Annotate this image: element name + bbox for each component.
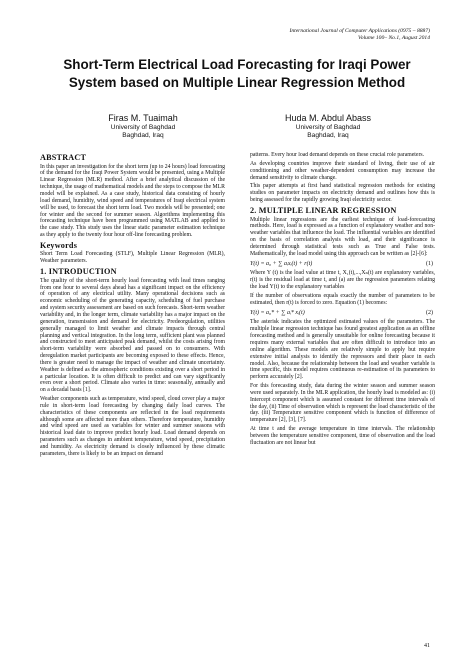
author-name: Huda M. Abdul Abass bbox=[284, 113, 372, 123]
body-paragraph: As developing countries improve their standard of living, their use of air conditioning and other weather-dependent consumption may increase the demand sensitivity to climate change. bbox=[250, 160, 435, 181]
journal-header bbox=[130, 28, 430, 43]
author-block-2 bbox=[243, 113, 413, 141]
journal-name: International Journal of Computer Applications (0975 – 8887) bbox=[289, 28, 430, 34]
page-number: 41 bbox=[424, 643, 430, 649]
introduction-heading: 1. INTRODUCTION bbox=[40, 267, 117, 277]
right-column bbox=[250, 152, 435, 642]
equation-2-number: (2) bbox=[426, 309, 433, 316]
abstract-heading: ABSTRACT bbox=[40, 153, 87, 162]
body-paragraph: For this forecasting study, data during the winter season and summer season were used separately. In the MLR application, the hourly load is modeled as: (i) Intercept component which is assumed constant for different time intervals of the day, (ii) Time of observation which is represent the load characteristic of the day. (iii) Temperature sensitive component which is function of difference of temperature [2], [3], [7]. bbox=[250, 383, 435, 424]
body-paragraph: Where Y (t) is the load value at time t, X₁(t),...,Xₙ(t) are explanatory variables, r(t) is the residual load at time t, and (a) are the regression parameters relating the load Y(t) to the explanatory variables bbox=[250, 270, 435, 291]
body-paragraph: If the number of observations equals exactly the number of parameters to be estimated, then r(t) is forced to zero. Equation (1) becomes: bbox=[250, 292, 435, 306]
introduction-paragraph: The quality of the short-term hourly load forecasting with lead times ranging from one hour to several days ahead has a significant impact on the efficiency of operation of any electrical utility. Many operational decisions such as economic scheduling of the generating capacity, scheduling of fuel purchase and system security assessment are based on such forecasts. Short-term weather variability and, in the longer term, climate variability has a major impact on the generation, transmission and demand for electricity. Predeorgulation, utilities generally managed to limit weather and climate impacts through central planning and vertical integration. In the long term, sufficient plant was planned and constructed to meet anticipated peak demand, whilst the costs arising from short-term variability were absorbed and passed on to consumers. With deregulation market participants are becoming exposed to these effects. Hence, there is greater need to manage the impact of weather and climate uncertainty. Weather is defined as the atmospheric conditions existing over a short period in a particular location. It is often difficult to predict and can vary significantly even over a short period. Climate also varies in time: seasonally, annually and on a decadal basis [1]. bbox=[40, 277, 225, 394]
abstract-text: In this paper an investigation for the short term (up to 24 hours) load forecasting of the demand for the Iraqi Power System would be presented, using a Multiple Linear Regression (MLR) method. After a brief analytical discussion of the technique, the usage of mathematical models and the steps to compose the MLR model will be explained. As a case study, historical data consisting of hourly load demand, humidity, wind speed and temperatures of Iraqi electrical system will be used, to forecast the short term load. Two models will be presented; one for winter and the second for summer season. Algorithms implementing this forecasting technique have been programmed using MATLAB and applied to the case study. This study uses the linear static parameter estimation technique as they apply to the twenty four hour off-line forecasting problem. bbox=[40, 163, 225, 239]
keywords-heading: Keywords bbox=[40, 240, 78, 250]
introduction-paragraph: Weather components such as temperature, wind speed, cloud cover play a major rule in short-term load forecasting by changing daily load curves. The characteristics of these components are reflected in the load requirements although some are affected more than others. Therefore temperature, humidity and wind speed are used as variables for winter and summer seasons with historical load date to improve predict hourly load. Load demand depends on parameters such as changes in ambient temperature, wind speed, precipitation and humidity. As electricity demand is closely influenced by these climatic parameters, there is likely to be an impact on demand bbox=[40, 396, 225, 457]
author-affiliation: University of Baghdad bbox=[110, 124, 176, 131]
equation-1-expression: Y(t) = a₀ + ∑ aᵢxᵢ(t) + r(t) bbox=[250, 260, 313, 267]
author-block-1 bbox=[58, 113, 228, 141]
journal-volume: Volume 100– No.1, August 2014 bbox=[358, 35, 430, 42]
author-location: Baghdad, Iraq bbox=[307, 132, 349, 140]
body-paragraph: At time t and the average temperature in time intervals. The relationship between the temperature sensitive component, time of observation and the load fluctuation are not linear but bbox=[250, 426, 435, 446]
paper-title: Short-Term Electrical Load Forecasting for Iraqi Power System based on Multiple Linear Regression Method bbox=[63, 57, 411, 90]
author-location: Baghdad, Iraq bbox=[122, 132, 164, 140]
equation-1-number: (1) bbox=[426, 260, 433, 267]
keywords-text: Short Term Load Forecasting (STLF), Multiple Linear Regression (MLR), Weather parameters. bbox=[40, 251, 225, 265]
body-paragraph: Multiple linear regressions are the earliest technique of load-forecasting methods. Here, load is expressed as a function of explanatory weather and non-weather variables that influence the load. The influential variables are identified on the basis of correlation analysis with load, and their significance is determined through statistical tests such as True and False tests. Mathematically, the load model using this approach can be written as [2]-[6]: bbox=[250, 216, 435, 257]
author-name: Firas M. Tuaimah bbox=[108, 113, 178, 123]
equation-2 bbox=[250, 310, 435, 317]
body-paragraph: The asterisk indicates the optimized estimated values of the parameters. The multiple linear regression technique has found greatest application as an offline forecasting method and is generally unsuitable for online forecasting because it requires many external variables that are often difficult to introduce into an online algorithm. These models are relatively simple to apply but require extensive initial analysis to identify the repressors and their place in each model. Also, because the relationship between the load and weather variable is time specific, this model requires continuous re-estimation of its parameters to perform accurately [2]. bbox=[250, 319, 435, 381]
author-affiliation: University of Baghdad bbox=[295, 124, 361, 131]
mlr-heading: 2. MULTIPLE LINEAR REGRESSION bbox=[250, 205, 397, 215]
left-column bbox=[40, 152, 225, 642]
body-paragraph: patterns. Every hour load demand depends on these crucial role parameters. bbox=[250, 152, 425, 158]
body-paragraph: This paper attempts at first hand statistical regression methods for existing studies on parameter impacts on electricity demand and outlines how this is being assessed for the rapidly growing Iraqi electricity sector. bbox=[250, 183, 435, 204]
equation-1 bbox=[250, 261, 435, 268]
equation-2-expression: Y(t) = a₀* + ∑ aᵢ* xᵢ(t) bbox=[250, 309, 305, 316]
